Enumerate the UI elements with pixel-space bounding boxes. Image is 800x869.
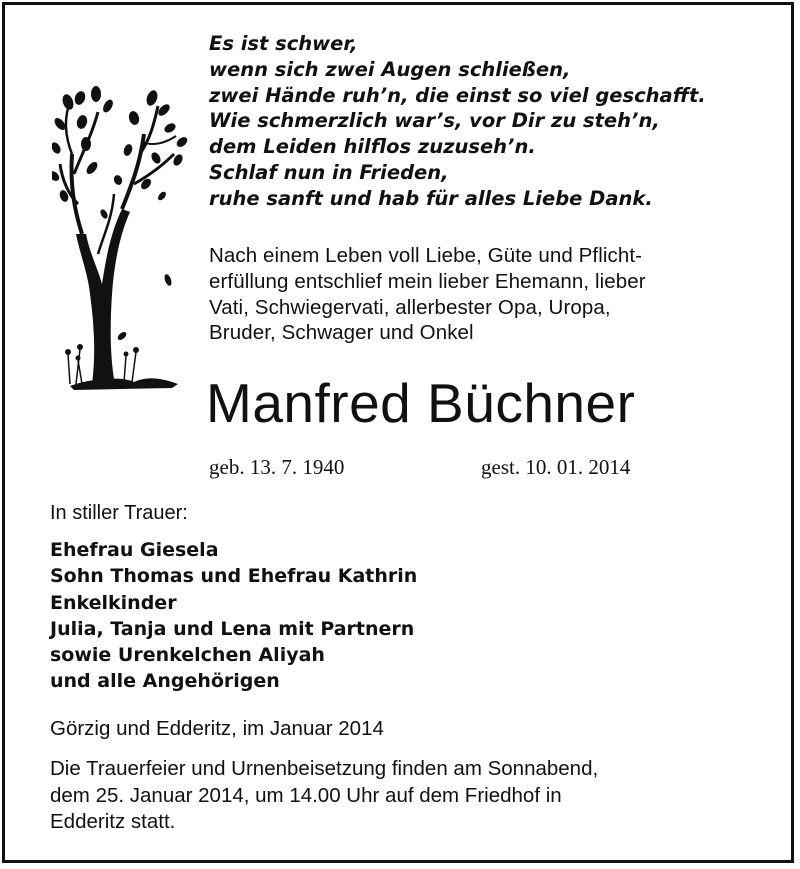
mourner-line: sowie Urenkelchen Aliyah <box>50 644 325 667</box>
tree-icon <box>52 84 192 396</box>
poem-line: zwei Hände ruh’n, die einst so viel geschafft. <box>209 83 706 107</box>
intro-text <box>209 243 749 346</box>
deceased-name: Manfred Büchner <box>206 372 636 434</box>
mourners-list <box>50 537 417 695</box>
mourner-line: Enkelkinder <box>50 591 177 614</box>
birth-date: geb. 13. 7. 1940 <box>209 455 345 479</box>
intro-line: Vati, Schwiegervati, allerbester Opa, Uropa, <box>209 295 611 319</box>
intro-line: erfüllung entschlief mein lieber Ehemann, lieber <box>209 269 646 293</box>
mourner-line: Ehefrau Giesela <box>50 539 219 561</box>
service-line: dem 25. Januar 2014, um 14.00 Uhr auf dem Friedhof in <box>50 783 562 807</box>
poem-line: ruhe sanft und hab für alles Liebe Dank. <box>209 186 653 210</box>
death-date: gest. 10. 01. 2014 <box>481 455 631 479</box>
place-date: Görzig und Edderitz, im Januar 2014 <box>50 717 384 740</box>
service-line: Edderitz statt. <box>50 810 176 833</box>
mourner-line: und alle Angehörigen <box>50 670 280 693</box>
mourning-heading: In stiller Trauer: <box>50 502 188 524</box>
poem-line: Wie schmerzlich war’s, vor Dir zu steh’n, <box>209 109 660 133</box>
poem-line: wenn sich zwei Augen schließen, <box>209 57 571 81</box>
poem-line: Es ist schwer, <box>209 32 358 55</box>
poem-line: Schlaf nun in Frieden, <box>209 160 449 184</box>
poem <box>209 31 769 212</box>
intro-line: Bruder, Schwager und Onkel <box>209 321 474 345</box>
service-line: Die Trauerfeier und Urnenbeisetzung finden am Sonnabend, <box>50 757 599 780</box>
mourner-line: Julia, Tanja und Lena mit Partnern <box>50 617 415 640</box>
poem-line: dem Leiden hilflos zuzuseh’n. <box>209 135 536 159</box>
intro-line: Nach einem Leben voll Liebe, Güte und Pflicht- <box>209 244 643 267</box>
service-info <box>50 756 750 836</box>
mourner-line: Sohn Thomas und Ehefrau Kathrin <box>50 565 418 588</box>
